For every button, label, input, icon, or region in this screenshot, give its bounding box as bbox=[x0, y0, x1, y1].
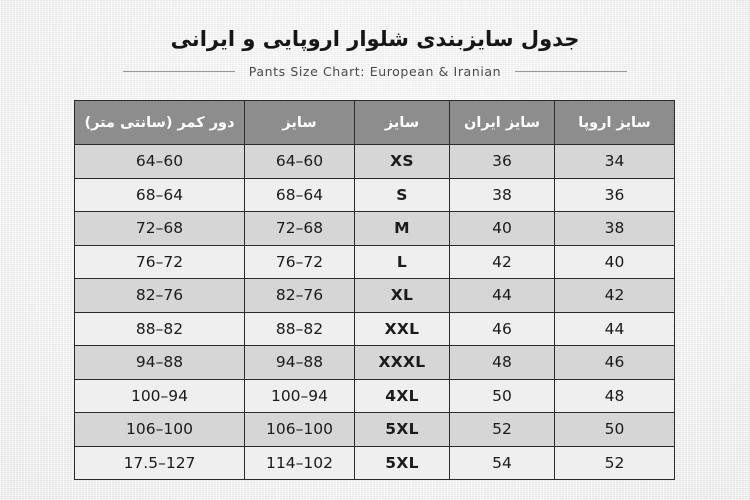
cell-waist-cm: 88–94 bbox=[75, 346, 245, 380]
column-header-size: سایز bbox=[355, 101, 450, 145]
cell-waist-cm: 60–64 bbox=[75, 145, 245, 179]
cell-waist-cm: 127–17.5 bbox=[75, 446, 245, 480]
cell-iran-size: 44 bbox=[450, 279, 555, 313]
column-header-size-range: سایز bbox=[245, 101, 355, 145]
cell-size: L bbox=[355, 245, 450, 279]
cell-iran-size: 54 bbox=[450, 446, 555, 480]
cell-waist-cm: 68–72 bbox=[75, 212, 245, 246]
size-chart-table-wrap bbox=[75, 100, 675, 480]
cell-size-range: 60–64 bbox=[245, 145, 355, 179]
table-row bbox=[75, 178, 675, 212]
cell-eu-size: 46 bbox=[555, 346, 675, 380]
cell-size-range: 102–114 bbox=[245, 446, 355, 480]
column-header-iran-size: سایز ایران bbox=[450, 101, 555, 145]
cell-size: XXL bbox=[355, 312, 450, 346]
cell-size: S bbox=[355, 178, 450, 212]
rule-left bbox=[123, 71, 235, 72]
cell-iran-size: 50 bbox=[450, 379, 555, 413]
cell-iran-size: 40 bbox=[450, 212, 555, 246]
cell-iran-size: 46 bbox=[450, 312, 555, 346]
cell-size: M bbox=[355, 212, 450, 246]
cell-iran-size: 48 bbox=[450, 346, 555, 380]
cell-size-range: 64–68 bbox=[245, 178, 355, 212]
cell-eu-size: 42 bbox=[555, 279, 675, 313]
cell-size: XS bbox=[355, 145, 450, 179]
cell-eu-size: 48 bbox=[555, 379, 675, 413]
cell-size-range: 94–100 bbox=[245, 379, 355, 413]
cell-size-range: 88–94 bbox=[245, 346, 355, 380]
cell-waist-cm: 82–88 bbox=[75, 312, 245, 346]
table-header bbox=[75, 101, 675, 145]
table-row bbox=[75, 145, 675, 179]
table-row bbox=[75, 312, 675, 346]
table-row bbox=[75, 413, 675, 447]
cell-size-range: 72–76 bbox=[245, 245, 355, 279]
cell-size: XXXL bbox=[355, 346, 450, 380]
cell-waist-cm: 64–68 bbox=[75, 178, 245, 212]
page-header bbox=[0, 0, 750, 79]
table-row bbox=[75, 379, 675, 413]
cell-size: 4XL bbox=[355, 379, 450, 413]
cell-size-range: 68–72 bbox=[245, 212, 355, 246]
table-row bbox=[75, 446, 675, 480]
size-chart-table bbox=[74, 100, 675, 480]
table-row bbox=[75, 346, 675, 380]
cell-waist-cm: 76–82 bbox=[75, 279, 245, 313]
column-header-eu-size: سایز اروپا bbox=[555, 101, 675, 145]
cell-eu-size: 38 bbox=[555, 212, 675, 246]
table-body bbox=[75, 145, 675, 480]
cell-size-range: 76–82 bbox=[245, 279, 355, 313]
cell-eu-size: 40 bbox=[555, 245, 675, 279]
cell-iran-size: 52 bbox=[450, 413, 555, 447]
cell-waist-cm: 100–106 bbox=[75, 413, 245, 447]
cell-eu-size: 52 bbox=[555, 446, 675, 480]
cell-eu-size: 44 bbox=[555, 312, 675, 346]
cell-iran-size: 38 bbox=[450, 178, 555, 212]
cell-size: XL bbox=[355, 279, 450, 313]
cell-eu-size: 36 bbox=[555, 178, 675, 212]
page-subtitle: Pants Size Chart: European & Iranian bbox=[248, 64, 502, 80]
cell-size-range: 82–88 bbox=[245, 312, 355, 346]
cell-iran-size: 36 bbox=[450, 145, 555, 179]
subtitle-row bbox=[0, 64, 750, 79]
table-row bbox=[75, 245, 675, 279]
cell-size: 5XL bbox=[355, 413, 450, 447]
cell-size: 5XL bbox=[355, 446, 450, 480]
page-title: جدول سایزبندی شلوار اروپایی و ایرانی bbox=[170, 27, 580, 51]
cell-size-range: 100–106 bbox=[245, 413, 355, 447]
cell-waist-cm: 94–100 bbox=[75, 379, 245, 413]
cell-eu-size: 34 bbox=[555, 145, 675, 179]
cell-eu-size: 50 bbox=[555, 413, 675, 447]
cell-iran-size: 42 bbox=[450, 245, 555, 279]
cell-waist-cm: 72–76 bbox=[75, 245, 245, 279]
table-row bbox=[75, 212, 675, 246]
table-header-row bbox=[75, 101, 675, 145]
rule-right bbox=[515, 71, 627, 72]
table-row bbox=[75, 279, 675, 313]
column-header-waist-cm: دور کمر (سانتی متر) bbox=[75, 101, 245, 145]
